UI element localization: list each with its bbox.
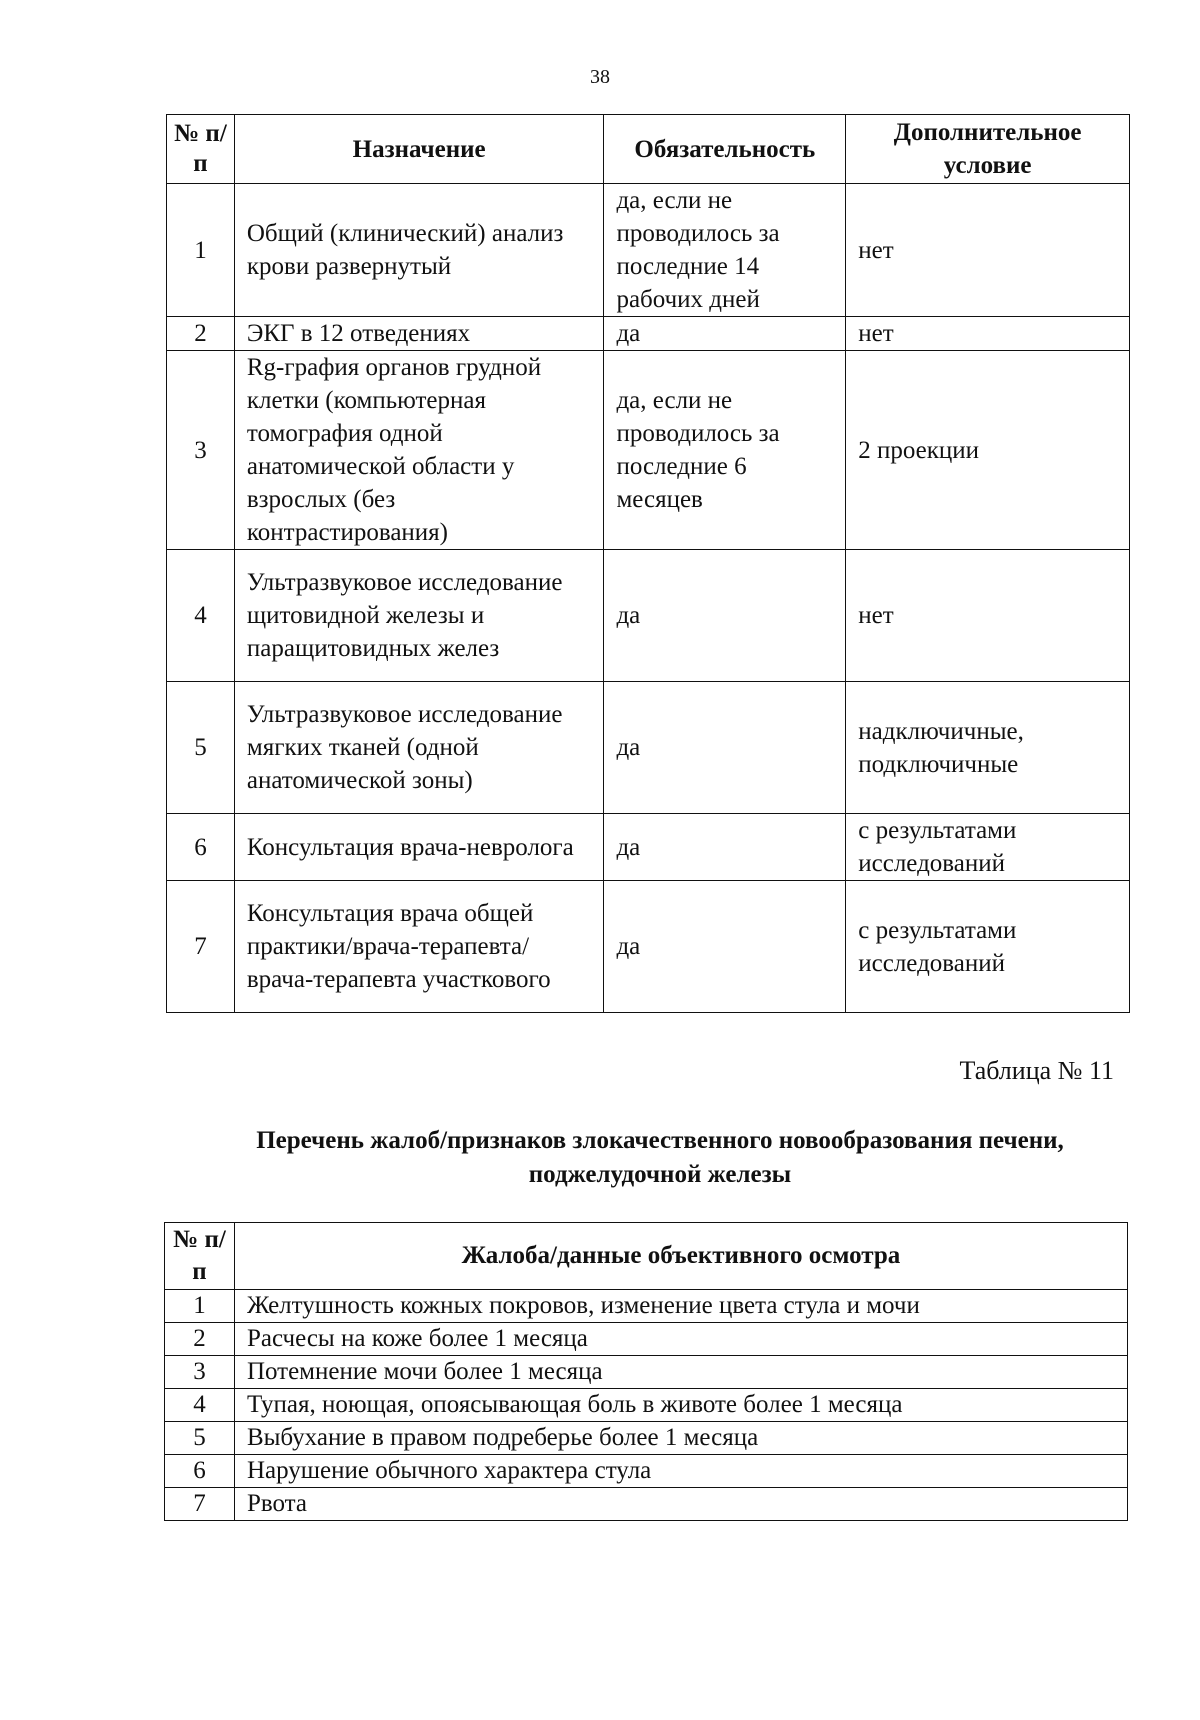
row-number: 5 xyxy=(167,682,235,814)
condition-cell: с результатами исследований xyxy=(846,881,1130,1013)
mandatory-cell: да xyxy=(604,550,846,682)
purpose-cell: Общий (клинический) анализ крови развернутый xyxy=(234,184,604,317)
condition-cell: нет xyxy=(846,317,1130,351)
condition-cell: надключичные, подключичные xyxy=(846,682,1130,814)
complaints-table xyxy=(164,1222,1128,1521)
column-header-number: № п/п xyxy=(167,115,235,184)
purpose-cell: Консультация врача-невролога xyxy=(234,814,604,881)
condition-cell: 2 проекции xyxy=(846,351,1130,550)
table-header-row xyxy=(167,115,1130,184)
complaints-list-title: Перечень жалоб/признаков злокачественного новообразования печени, поджелудочной железы xyxy=(256,1127,1064,1188)
purpose-cell: Консультация врача общей практики/врача-терапевта/врача-терапевта участкового xyxy=(234,881,604,1013)
row-number: 7 xyxy=(165,1488,235,1521)
table-row xyxy=(167,317,1130,351)
table-row xyxy=(165,1389,1128,1422)
row-number: 4 xyxy=(165,1389,235,1422)
row-number: 7 xyxy=(167,881,235,1013)
mandatory-cell: да xyxy=(604,682,846,814)
complaint-cell: Рвота xyxy=(234,1488,1127,1521)
table-row xyxy=(167,184,1130,317)
mandatory-cell: да xyxy=(604,881,846,1013)
row-number: 6 xyxy=(167,814,235,881)
purpose-cell: Rg-графия органов грудной клетки (компьютерная томография одной анатомической области у взрослых (без контрастирования) xyxy=(234,351,604,550)
row-number: 5 xyxy=(165,1422,235,1455)
mandatory-cell: да, если не проводилось за последние 6 месяцев xyxy=(604,351,846,550)
table-header-row xyxy=(165,1223,1128,1290)
complaint-cell: Желтушность кожных покровов, изменение цвета стула и мочи xyxy=(234,1290,1127,1323)
condition-cell: нет xyxy=(846,550,1130,682)
column-header-mandatory: Обязательность xyxy=(604,115,846,184)
examinations-table xyxy=(166,114,1130,1013)
purpose-cell: Ультразвуковое исследование щитовидной железы и паращитовидных желез xyxy=(234,550,604,682)
table-row xyxy=(165,1323,1128,1356)
row-number: 3 xyxy=(165,1356,235,1389)
table-row xyxy=(167,351,1130,550)
row-number: 1 xyxy=(165,1290,235,1323)
complaint-cell: Нарушение обычного характера стула xyxy=(234,1455,1127,1488)
complaint-cell: Тупая, ноющая, опоясывающая боль в животе более 1 месяца xyxy=(234,1389,1127,1422)
row-number: 2 xyxy=(165,1323,235,1356)
table-row xyxy=(167,682,1130,814)
table-row xyxy=(165,1455,1128,1488)
condition-cell: с результатами исследований xyxy=(846,814,1130,881)
table-row xyxy=(167,550,1130,682)
purpose-cell: ЭКГ в 12 отведениях xyxy=(234,317,604,351)
column-header-condition: Дополнительное условие xyxy=(846,115,1130,184)
column-header-number: № п/п xyxy=(165,1223,235,1290)
page-number: 38 xyxy=(590,66,610,88)
mandatory-cell: да xyxy=(604,317,846,351)
table-row xyxy=(165,1290,1128,1323)
table-number-label: Таблица № 11 xyxy=(959,1056,1114,1085)
complaint-cell: Выбухание в правом подреберье более 1 месяца xyxy=(234,1422,1127,1455)
row-number: 2 xyxy=(167,317,235,351)
mandatory-cell: да, если не проводилось за последние 14 рабочих дней xyxy=(604,184,846,317)
row-number: 1 xyxy=(167,184,235,317)
purpose-cell: Ультразвуковое исследование мягких тканей (одной анатомической зоны) xyxy=(234,682,604,814)
table-row xyxy=(167,881,1130,1013)
table-row xyxy=(165,1356,1128,1389)
complaint-cell: Расчесы на коже более 1 месяца xyxy=(234,1323,1127,1356)
row-number: 6 xyxy=(165,1455,235,1488)
condition-cell: нет xyxy=(846,184,1130,317)
table-row xyxy=(167,814,1130,881)
table-row xyxy=(165,1422,1128,1455)
table-row xyxy=(165,1488,1128,1521)
row-number: 4 xyxy=(167,550,235,682)
column-header-purpose: Назначение xyxy=(234,115,604,184)
mandatory-cell: да xyxy=(604,814,846,881)
row-number: 3 xyxy=(167,351,235,550)
column-header-complaint: Жалоба/данные объективного осмотра xyxy=(234,1223,1127,1290)
complaint-cell: Потемнение мочи более 1 месяца xyxy=(234,1356,1127,1389)
